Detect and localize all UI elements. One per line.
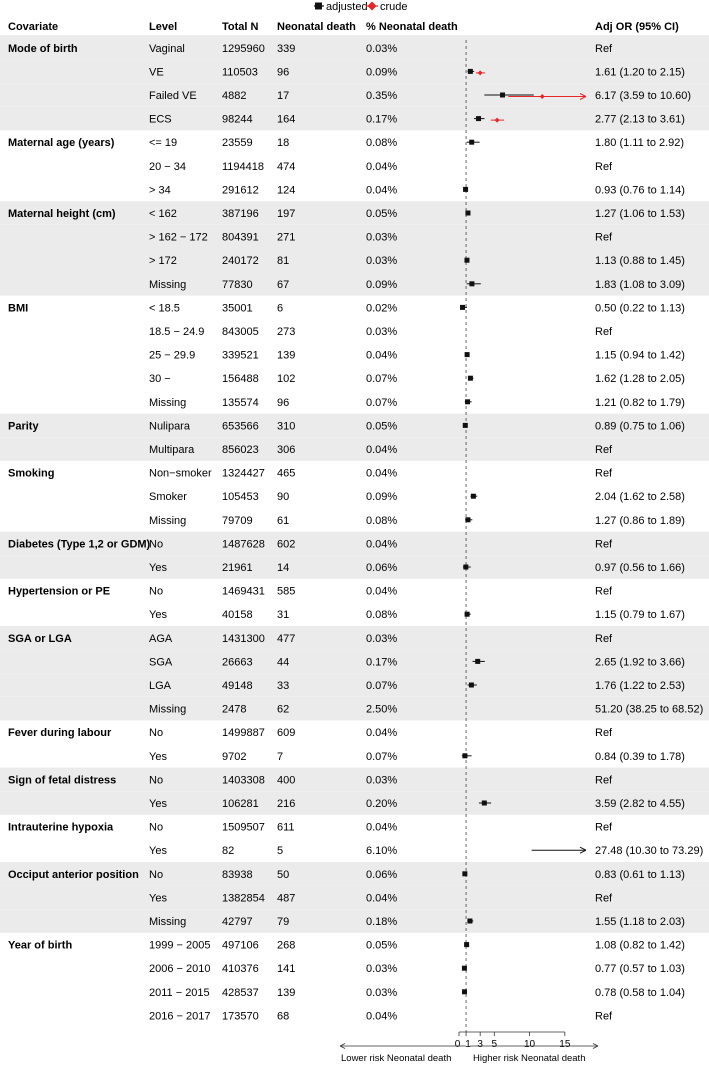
pct-value: 0.09% (366, 278, 398, 291)
or-ci-value: Ref (595, 444, 613, 456)
or-ci-value: 51.20 (38.25 to 68.52) (595, 703, 704, 716)
total-n-value: 1499887 (222, 727, 265, 740)
level-label: No (149, 774, 164, 787)
x-tick-label: 3 (477, 1039, 483, 1050)
pct-value: 2.50% (366, 703, 398, 716)
level-label: Non−smoker (149, 467, 212, 480)
level-label: Missing (149, 396, 187, 409)
header-level: Level (149, 21, 178, 33)
neonatal-death-value: 197 (277, 208, 296, 220)
covariate-label: Occiput anterior position (8, 868, 139, 881)
table-row (8, 137, 684, 149)
pct-value: 0.04% (366, 349, 398, 362)
neonatal-death-value: 62 (277, 703, 290, 716)
level-label: 30 − (149, 373, 171, 386)
level-label: Yes (149, 798, 167, 810)
level-label: Yes (149, 750, 167, 763)
neonatal-death-value: 61 (277, 514, 290, 527)
adjusted-point (469, 140, 474, 145)
total-n-value: 387196 (222, 208, 259, 220)
covariate-label: Intrauterine hypoxia (8, 821, 114, 834)
adjusted-point (465, 517, 470, 522)
neonatal-death-value: 79 (277, 916, 290, 928)
total-n-value: 1469431 (222, 585, 265, 598)
pct-value: 0.20% (366, 798, 398, 810)
pct-value: 0.04% (366, 467, 398, 480)
or-ci-value: 2.04 (1.62 to 2.58) (595, 491, 685, 504)
adjusted-point (463, 423, 468, 428)
total-n-value: 105453 (222, 491, 259, 504)
or-ci-value: 0.97 (0.56 to 1.66) (595, 562, 685, 574)
pct-value: 0.04% (366, 538, 398, 551)
total-n-value: 106281 (222, 798, 259, 810)
covariate-label: Sign of fetal distress (8, 774, 117, 787)
or-ci-value: 1.55 (1.18 to 2.03) (595, 916, 685, 928)
table-row (8, 940, 685, 952)
level-label: Multipara (149, 444, 195, 456)
or-ci-value: 1.83 (1.08 to 3.09) (595, 278, 685, 291)
adjusted-point (464, 942, 469, 947)
level-label: 18.5 − 24.9 (149, 326, 205, 338)
total-n-value: 1487628 (222, 538, 265, 551)
table-row (149, 609, 685, 621)
adjusted-point (464, 258, 469, 263)
covariate-label: Maternal age (years) (8, 137, 115, 150)
adjusted-point (467, 919, 472, 924)
total-n-value: 79709 (222, 514, 253, 527)
neonatal-death-value: 271 (277, 231, 296, 244)
level-label: Yes (149, 892, 167, 905)
level-label: Vaginal (149, 42, 185, 55)
x-tick-label: 1 (465, 1039, 471, 1050)
level-label: No (149, 585, 164, 598)
adjusted-point (462, 753, 467, 758)
total-n-value: 856023 (222, 444, 259, 456)
pct-value: 0.03% (366, 255, 398, 268)
table-row (149, 184, 685, 196)
neonatal-death-value: 164 (277, 113, 296, 126)
adjusted-point (471, 494, 476, 499)
neonatal-death-value: 216 (277, 798, 296, 810)
neonatal-death-value: 33 (277, 680, 290, 692)
table-row (8, 727, 613, 739)
pct-value: 0.05% (366, 939, 398, 952)
total-n-value: 135574 (222, 396, 259, 409)
neonatal-death-value: 44 (277, 656, 290, 669)
level-label: VE (149, 66, 164, 79)
total-n-value: 2478 (222, 703, 247, 716)
table-row (149, 350, 685, 362)
header-total-n: Total N (222, 21, 259, 33)
level-label: Smoker (149, 491, 187, 504)
or-ci-value: 1.27 (1.06 to 1.53) (595, 208, 685, 220)
legend-crude-label: crude (380, 1, 408, 13)
neonatal-death-value: 96 (277, 66, 290, 79)
neonatal-death-value: 50 (277, 868, 290, 881)
or-ci-value: 0.77 (0.57 to 1.03) (595, 963, 685, 976)
pct-value: 0.07% (366, 750, 398, 763)
table-row (149, 963, 685, 975)
or-ci-value: 1.08 (0.82 to 1.42) (595, 939, 685, 952)
or-ci-value: 1.61 (1.20 to 2.15) (595, 66, 685, 79)
pct-value: 0.17% (366, 113, 398, 126)
total-n-value: 40158 (222, 609, 253, 622)
pct-value: 0.08% (366, 609, 398, 622)
pct-value: 0.04% (366, 444, 398, 456)
level-label: No (149, 727, 164, 740)
legend (314, 1, 408, 13)
x-tick-label: 15 (559, 1039, 571, 1050)
adjusted-point (460, 305, 465, 310)
total-n-value: 156488 (222, 373, 259, 386)
legend-adjusted-label: adjusted (326, 1, 368, 13)
or-ci-value: Ref (595, 774, 613, 787)
table-row (149, 515, 685, 527)
or-ci-value: 1.76 (1.22 to 2.53) (595, 680, 685, 692)
total-n-value: 98244 (222, 113, 253, 126)
covariate-label: Mode of birth (8, 42, 78, 55)
adjusted-point (465, 399, 470, 404)
pct-value: 0.07% (366, 396, 398, 409)
or-ci-value: Ref (595, 467, 613, 480)
table-row (149, 987, 685, 999)
adjusted-point (462, 871, 467, 876)
total-n-value: 410376 (222, 963, 259, 976)
neonatal-death-value: 5 (277, 845, 284, 858)
level-label: Missing (149, 916, 187, 928)
neonatal-death-value: 139 (277, 349, 296, 362)
level-label: 2006 − 2010 (149, 963, 211, 976)
higher-risk-label: Higher risk Neonatal death (473, 1053, 586, 1064)
level-label: Yes (149, 562, 167, 574)
level-label: 2011 − 2015 (149, 986, 210, 999)
or-ci-value: Ref (595, 160, 613, 173)
pct-value: 0.03% (366, 231, 398, 244)
pct-value: 0.09% (366, 491, 398, 504)
pct-value: 0.04% (366, 1010, 398, 1023)
level-label: No (149, 821, 164, 834)
neonatal-death-value: 487 (277, 892, 296, 905)
level-label: AGA (149, 632, 173, 645)
adjusted-point (475, 659, 480, 664)
total-n-value: 240172 (222, 255, 259, 268)
level-label: LGA (149, 680, 172, 692)
total-n-value: 173570 (222, 1010, 259, 1023)
adjusted-point (500, 93, 505, 98)
or-ci-value: 1.80 (1.11 to 2.92) (595, 137, 685, 150)
or-ci-value: Ref (595, 585, 613, 598)
pct-value: 0.07% (366, 680, 398, 692)
or-ci-value: 2.77 (2.13 to 3.61) (595, 113, 685, 126)
x-tick-label: 0 (454, 1039, 461, 1050)
covariate-label: Smoking (8, 467, 55, 480)
adjusted-point (462, 966, 467, 971)
total-n-value: 1403308 (222, 774, 265, 787)
level-label: Nulipara (149, 420, 190, 433)
pct-value: 0.04% (366, 892, 398, 905)
adjusted-point (465, 352, 470, 357)
neonatal-death-value: 6 (277, 302, 284, 315)
level-label: Missing (149, 278, 187, 291)
pct-value: 0.06% (366, 562, 398, 574)
level-label: 1999 − 2005 (149, 939, 211, 952)
covariate-label: Diabetes (Type 1,2 or GDM) (8, 538, 151, 551)
or-ci-value: 0.84 (0.39 to 1.78) (595, 750, 685, 763)
or-ci-value: 6.17 (3.59 to 10.60) (595, 90, 692, 102)
level-label: SGA (149, 656, 173, 669)
total-n-value: 110503 (222, 66, 258, 79)
pct-value: 0.05% (366, 208, 398, 220)
adjusted-point (468, 376, 473, 381)
covariate-label: Hypertension or PE (8, 585, 111, 598)
adjusted-point (469, 281, 474, 286)
table-row (149, 326, 613, 338)
level-label: Missing (149, 514, 187, 527)
table-row (149, 161, 613, 173)
or-ci-value: 1.15 (0.79 to 1.67) (595, 609, 685, 622)
neonatal-death-value: 96 (277, 396, 290, 409)
adjusted-point (465, 211, 470, 216)
header-adj-or: Adj OR (95% CI) (595, 21, 679, 33)
total-n-value: 1324427 (222, 467, 265, 480)
neonatal-death-value: 585 (277, 585, 296, 598)
level-label: <= 19 (149, 137, 178, 150)
table-row (149, 397, 685, 409)
level-label: 20 − 34 (149, 160, 187, 173)
pct-value: 0.04% (366, 821, 398, 834)
adjusted-point (463, 187, 468, 192)
neonatal-death-value: 14 (277, 562, 290, 574)
level-label: Yes (149, 609, 167, 622)
neonatal-death-value: 611 (277, 821, 295, 834)
pct-value: 0.03% (366, 774, 398, 787)
header-neonatal-death: Neonatal death (277, 21, 356, 33)
total-n-value: 23559 (222, 137, 253, 150)
total-n-value: 291612 (222, 184, 259, 197)
table-row (8, 586, 613, 598)
neonatal-death-value: 68 (277, 1010, 290, 1023)
neonatal-death-value: 81 (277, 255, 290, 268)
total-n-value: 49148 (222, 680, 253, 692)
or-ci-value: Ref (595, 821, 613, 834)
pct-value: 6.10% (366, 845, 398, 858)
total-n-value: 1509507 (222, 821, 265, 834)
level-label: > 172 (149, 255, 177, 268)
covariate-label: Maternal height (cm) (8, 208, 116, 220)
total-n-value: 9702 (222, 750, 247, 763)
pct-value: 0.05% (366, 420, 398, 433)
pct-value: 0.08% (366, 137, 398, 150)
neonatal-death-value: 90 (277, 491, 290, 504)
or-ci-value: 0.78 (0.58 to 1.04) (595, 986, 685, 999)
neonatal-death-value: 124 (277, 184, 296, 197)
total-n-value: 1295960 (222, 42, 265, 55)
level-label: Yes (149, 845, 167, 858)
header-pct-neonatal-death: % Neonatal death (366, 21, 458, 33)
legend-adjusted-marker (315, 3, 322, 10)
level-label: No (149, 868, 164, 881)
neonatal-death-value: 67 (277, 278, 290, 291)
x-axis (455, 1032, 571, 1050)
adjusted-point (465, 612, 470, 617)
neonatal-death-value: 18 (277, 137, 290, 150)
covariate-label: BMI (8, 302, 29, 315)
adjusted-point (463, 565, 468, 570)
total-n-value: 21961 (222, 562, 253, 574)
neonatal-death-value: 7 (277, 750, 284, 763)
pct-value: 0.17% (366, 656, 398, 669)
adjusted-point (469, 683, 474, 688)
or-ci-value: Ref (595, 42, 613, 55)
level-label: Failed VE (149, 90, 197, 102)
table-row (149, 373, 685, 385)
level-label: > 34 (149, 184, 171, 197)
level-label: < 18.5 (149, 302, 180, 315)
neonatal-death-value: 139 (277, 986, 296, 999)
level-label: < 162 (149, 208, 177, 220)
total-n-value: 843005 (222, 326, 259, 338)
total-n-value: 26663 (222, 656, 253, 669)
or-ci-value: Ref (595, 326, 613, 338)
or-ci-value: 0.93 (0.76 to 1.14) (595, 184, 685, 197)
level-label: Missing (149, 703, 187, 716)
neonatal-death-value: 400 (277, 774, 296, 787)
level-label: ECS (149, 113, 172, 126)
total-n-value: 428537 (222, 986, 259, 999)
neonatal-death-value: 602 (277, 538, 296, 551)
pct-value: 0.03% (366, 42, 398, 55)
total-n-value: 42797 (222, 916, 253, 928)
neonatal-death-value: 306 (277, 444, 296, 456)
total-n-value: 82 (222, 845, 235, 858)
header-covariate: Covariate (8, 21, 59, 33)
total-n-value: 83938 (222, 868, 253, 881)
total-n-value: 339521 (222, 349, 259, 362)
table-row (149, 845, 703, 857)
total-n-value: 1194418 (222, 160, 265, 173)
pct-value: 0.03% (366, 963, 398, 976)
total-n-value: 1382854 (222, 892, 265, 905)
total-n-value: 653566 (222, 420, 259, 433)
pct-value: 0.04% (366, 585, 398, 598)
table-row (149, 1010, 613, 1022)
level-label: No (149, 538, 164, 551)
pct-value: 0.03% (366, 632, 398, 645)
neonatal-death-value: 141 (277, 963, 296, 976)
table-row (8, 468, 613, 480)
neonatal-death-value: 273 (277, 326, 296, 338)
or-ci-value: Ref (595, 538, 613, 551)
or-ci-value: 1.21 (0.82 to 1.79) (595, 396, 685, 409)
or-ci-value: 0.50 (0.22 to 1.13) (595, 302, 685, 315)
neonatal-death-value: 474 (277, 160, 296, 173)
pct-value: 0.08% (366, 514, 398, 527)
or-ci-value: 0.83 (0.61 to 1.13) (595, 868, 685, 881)
x-tick-label: 10 (523, 1039, 536, 1050)
neonatal-death-value: 477 (277, 632, 296, 645)
or-ci-value: 1.27 (0.86 to 1.89) (595, 514, 685, 527)
covariate-label: Parity (8, 420, 39, 433)
or-ci-value: Ref (595, 727, 613, 740)
pct-value: 0.04% (366, 184, 398, 197)
table-row (8, 302, 685, 314)
or-ci-value: 27.48 (10.30 to 73.29) (595, 845, 704, 858)
adjusted-point (462, 989, 467, 994)
lower-risk-label: Lower risk Neonatal death (341, 1053, 452, 1064)
or-ci-value: Ref (595, 632, 613, 645)
total-n-value: 77830 (222, 278, 253, 291)
level-label: 25 − 29.9 (149, 349, 196, 362)
pct-value: 0.02% (366, 302, 398, 315)
total-n-value: 35001 (222, 302, 253, 315)
or-ci-value: Ref (595, 1010, 613, 1023)
pct-value: 0.03% (366, 986, 398, 999)
covariate-label: Year of birth (8, 939, 73, 952)
or-ci-value: 1.15 (0.94 to 1.42) (595, 349, 685, 362)
level-label: 2016 − 2017 (149, 1010, 211, 1023)
adjusted-point (468, 69, 473, 74)
table-row (149, 751, 685, 763)
or-ci-value: 3.59 (2.82 to 4.55) (595, 798, 685, 810)
or-ci-value: 1.62 (1.28 to 2.05) (595, 373, 685, 386)
neonatal-death-value: 31 (277, 609, 290, 622)
neonatal-death-value: 339 (277, 42, 296, 55)
or-ci-value: Ref (595, 892, 613, 905)
table-header (8, 21, 679, 33)
pct-value: 0.35% (366, 90, 398, 102)
covariate-label: SGA or LGA (8, 632, 72, 645)
x-tick-label: 5 (491, 1039, 498, 1050)
total-n-value: 804391 (222, 231, 259, 244)
neonatal-death-value: 310 (277, 420, 296, 433)
pct-value: 0.07% (366, 373, 398, 386)
pct-value: 0.04% (366, 727, 398, 740)
total-n-value: 4882 (222, 90, 247, 102)
legend-crude-marker (368, 2, 377, 11)
neonatal-death-value: 268 (277, 939, 296, 952)
adjusted-point (482, 801, 487, 806)
total-n-value: 1431300 (222, 632, 265, 645)
table-row (149, 491, 685, 503)
neonatal-death-value: 17 (277, 90, 290, 102)
or-ci-value: 0.89 (0.75 to 1.06) (595, 420, 685, 433)
or-ci-value: Ref (595, 231, 613, 244)
neonatal-death-value: 609 (277, 727, 296, 740)
total-n-value: 497106 (222, 939, 259, 952)
pct-value: 0.04% (366, 160, 398, 173)
pct-value: 0.09% (366, 66, 398, 79)
or-ci-value: 1.13 (0.88 to 1.45) (595, 255, 685, 268)
neonatal-death-value: 102 (277, 373, 296, 386)
neonatal-death-value: 465 (277, 467, 296, 480)
adjusted-point (476, 116, 481, 121)
covariate-label: Fever during labour (8, 727, 112, 740)
pct-value: 0.18% (366, 916, 398, 928)
pct-value: 0.03% (366, 326, 398, 338)
pct-value: 0.06% (366, 868, 398, 881)
or-ci-value: 2.65 (1.92 to 3.66) (595, 656, 685, 669)
level-label: > 162 − 172 (149, 231, 208, 244)
table-row (8, 822, 613, 834)
